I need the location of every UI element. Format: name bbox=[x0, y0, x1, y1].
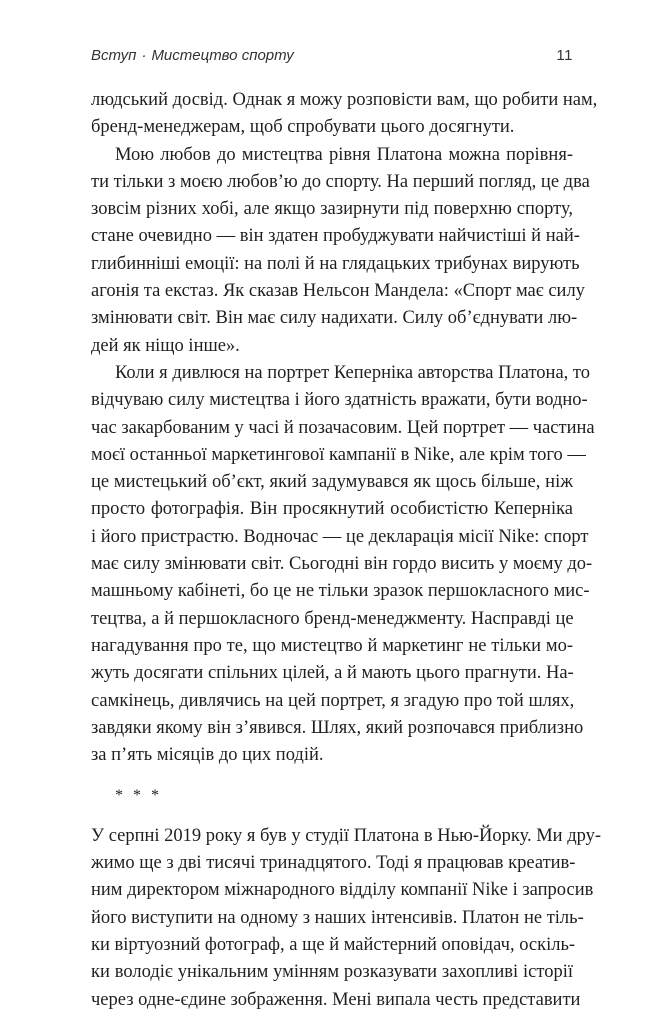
paragraph bbox=[91, 87, 598, 142]
text-line: ним директором міжнародного відділу компанії Nike і запросив bbox=[91, 880, 594, 901]
text-line: жуть досягати спільних цілей, а й мають цього прагнути. На- bbox=[91, 663, 574, 684]
text-line: глибинніші емоції: на полі й на глядацьких трибунах вирують bbox=[91, 253, 580, 274]
text-line: агонія та екстаз. Як сказав Нельсон Мандела: «Спорт має силу bbox=[91, 281, 585, 302]
text-line: через одне-єдине зображення. Мені випала честь представити bbox=[91, 989, 581, 1010]
paragraph bbox=[91, 142, 590, 360]
text-line: У серпні 2019 року я був у студії Платона в Нью-Йорку. Ми дру- bbox=[91, 825, 602, 846]
text-line: бренд-менеджерам, щоб спробувати цього досягнути. bbox=[91, 117, 515, 138]
body-text bbox=[91, 87, 602, 1014]
text-line: жимо ще з дві тисячі тринадцятого. Тоді я працював креатив- bbox=[91, 853, 576, 874]
text-line: дей як ніщо інше». bbox=[91, 335, 240, 356]
text-line: час закарбованим у часі й позачасовим. Цей портрет — частина bbox=[91, 417, 595, 438]
text-line: його виступити на одному з наших інтенсивів. Платон не тіль- bbox=[91, 907, 584, 928]
header-separator: · bbox=[141, 47, 147, 64]
text-line: моєї останньої маркетингової кампанії в Nike, але крім того — bbox=[91, 444, 586, 465]
text-line: Мою любов до мистецтва рівня Платона можна порівня- bbox=[115, 144, 573, 165]
page-number: 11 bbox=[556, 47, 573, 64]
text-line: зовсім різних хобі, але якщо зазирнути під поверхню спорту, bbox=[91, 199, 573, 220]
text-line: стане очевидно — він здатен пробуджувати найчистіші й най- bbox=[91, 226, 580, 247]
text-line: ки віртуозний фотограф, а ще й майстерний оповідач, оскіль- bbox=[91, 934, 576, 955]
text-line: машньому кабінеті, бо це не тільки зразок першокласного мис- bbox=[91, 581, 590, 602]
running-header-title bbox=[91, 47, 294, 64]
text-line: самкінець, дивлячись на цей портрет, я згадую про той шлях, bbox=[91, 690, 575, 711]
paragraphs-before-break bbox=[91, 87, 598, 769]
section-label: Мистецтво спорту bbox=[151, 47, 294, 64]
paragraphs-after-break bbox=[91, 823, 602, 1014]
paragraph bbox=[91, 360, 595, 769]
chapter-label: Вступ bbox=[91, 47, 137, 64]
text-line: нагадування про те, що мистецтво й маркетинг не тільки мо- bbox=[91, 635, 573, 656]
text-line: це мистецький об’єкт, який задумувався як щось більше, ніж bbox=[91, 472, 573, 493]
text-line: людський досвід. Однак я можу розповісти вам, що робити нам, bbox=[91, 90, 598, 110]
text-line: просто фотографія. Він просякнутий особистістю Кеперніка bbox=[91, 499, 573, 520]
text-line: має силу змінювати світ. Сьогодні він гордо висить у моєму до- bbox=[91, 554, 593, 575]
text-line: завдяки якому він з’явився. Шлях, який розпочався приблизно bbox=[91, 717, 584, 738]
text-line: ки володіє унікальним умінням розказувати захопливі історії bbox=[91, 962, 573, 983]
running-header bbox=[91, 47, 573, 69]
text-line: ти тільки з моєю любов’ю до спорту. На перший погляд, це два bbox=[91, 171, 590, 192]
text-line: за п’ять місяців до цих подій. bbox=[91, 745, 324, 766]
text-line: і його пристрастю. Водночас — це декларація місії Nike: спорт bbox=[91, 526, 589, 547]
text-line: відчуваю силу мистецтва і його здатність вражати, бути водно- bbox=[91, 390, 588, 411]
section-break: * * * bbox=[115, 787, 162, 805]
text-line: змінювати світ. Він має силу надихати. Силу об’єднувати лю- bbox=[91, 308, 578, 329]
text-line: тецтва, а й першокласного бренд-менеджменту. Насправді це bbox=[91, 608, 574, 629]
paragraph bbox=[91, 823, 602, 1014]
text-line: Коли я дивлюся на портрет Кеперніка авторства Платона, то bbox=[115, 362, 591, 383]
